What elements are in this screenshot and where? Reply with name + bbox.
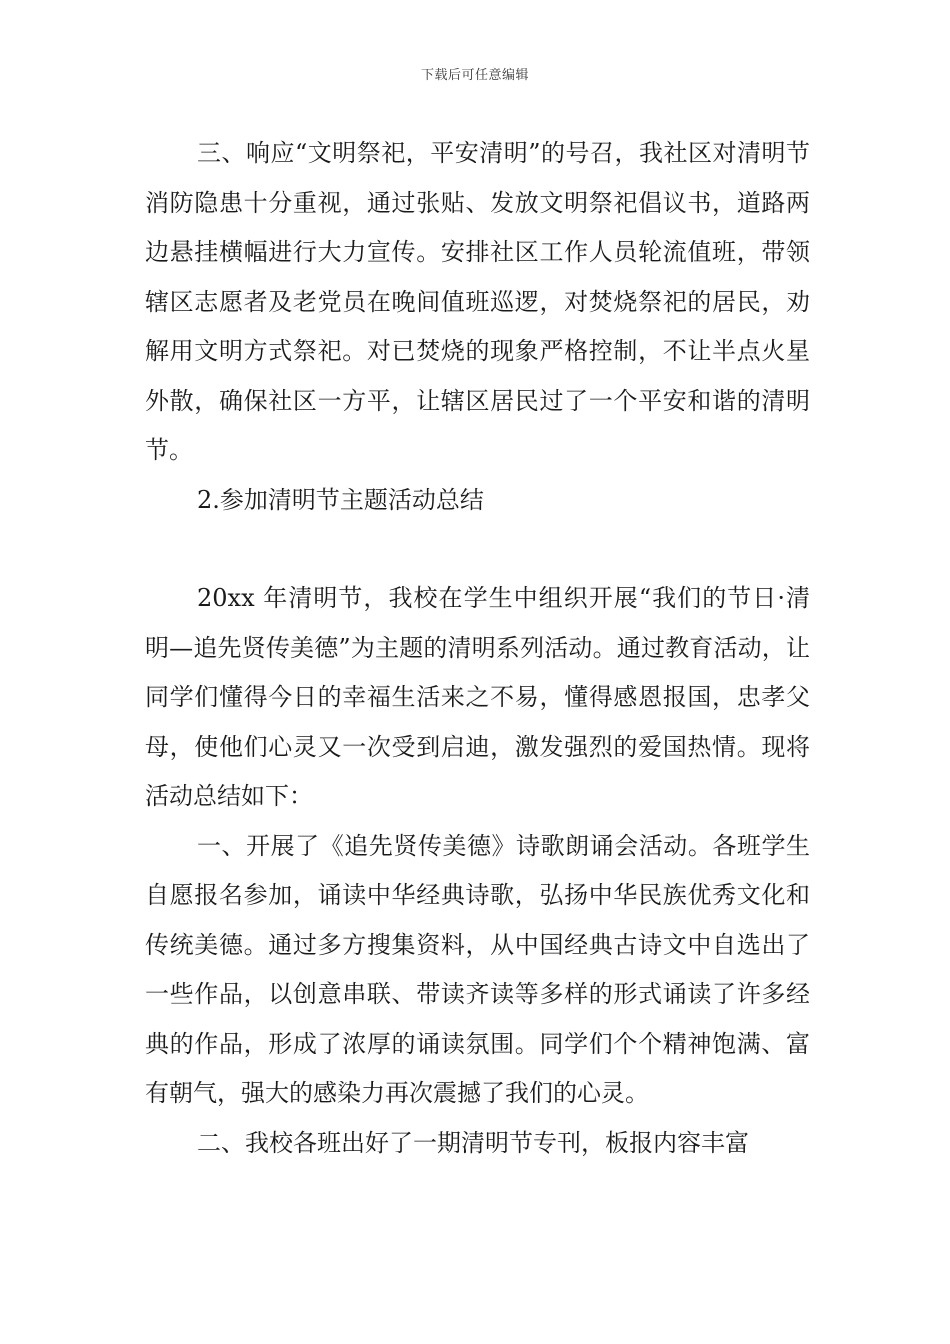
paragraph-school-intro: 20xx 年清明节，我校在学生中组织开展“我们的节日·清明—追先贤传美德”为主题的清明系列活动。通过教育活动，让同学们懂得今日的幸福生活来之不易，懂得感恩报国，忠孝父母，使他们心灵又一次受到启迪，激发强烈的爱国热情。现将活动总结如下： — [145, 584, 810, 810]
paragraph-blackboard: 二、我校各班出好了一期清明节专刊，板报内容丰富 — [197, 1128, 749, 1157]
paragraph-community-safety: 三、响应“文明祭祀，平安清明”的号召，我社区对清明节消防隐患十分重视，通过张贴、发放文明祭祀倡议书，道路两边悬挂横幅进行大力宣传。安排社区工作人员轮流值班，带领辖区志愿者及老党员在晚间值班巡逻，对焚烧祭祀的居民，劝解用文明方式祭祀。对已焚烧的现象严格控制，不让半点火星外散，确保社区一方平，让辖区居民过了一个平安和谐的清明节。 — [145, 139, 810, 464]
section-heading: 2.参加清明节主题活动总结 — [197, 485, 484, 514]
page-header-note: 下载后可任意编辑 — [420, 68, 529, 83]
paragraph-poetry-activity: 一、开展了《追先贤传美德》诗歌朗诵会活动。各班学生自愿报名参加，诵读中华经典诗歌，弘扬中华民族优秀文化和传统美德。通过多方搜集资料，从中国经典古诗文中自选出了一些作品，以创意串联、带读齐读等多样的形式诵读了许多经典的作品，形成了浓厚的诵读氛围。同学们个个精神饱满、富有朝气，强大的感染力再次震撼了我们的心灵。 — [145, 831, 810, 1107]
document-body — [145, 129, 810, 1168]
